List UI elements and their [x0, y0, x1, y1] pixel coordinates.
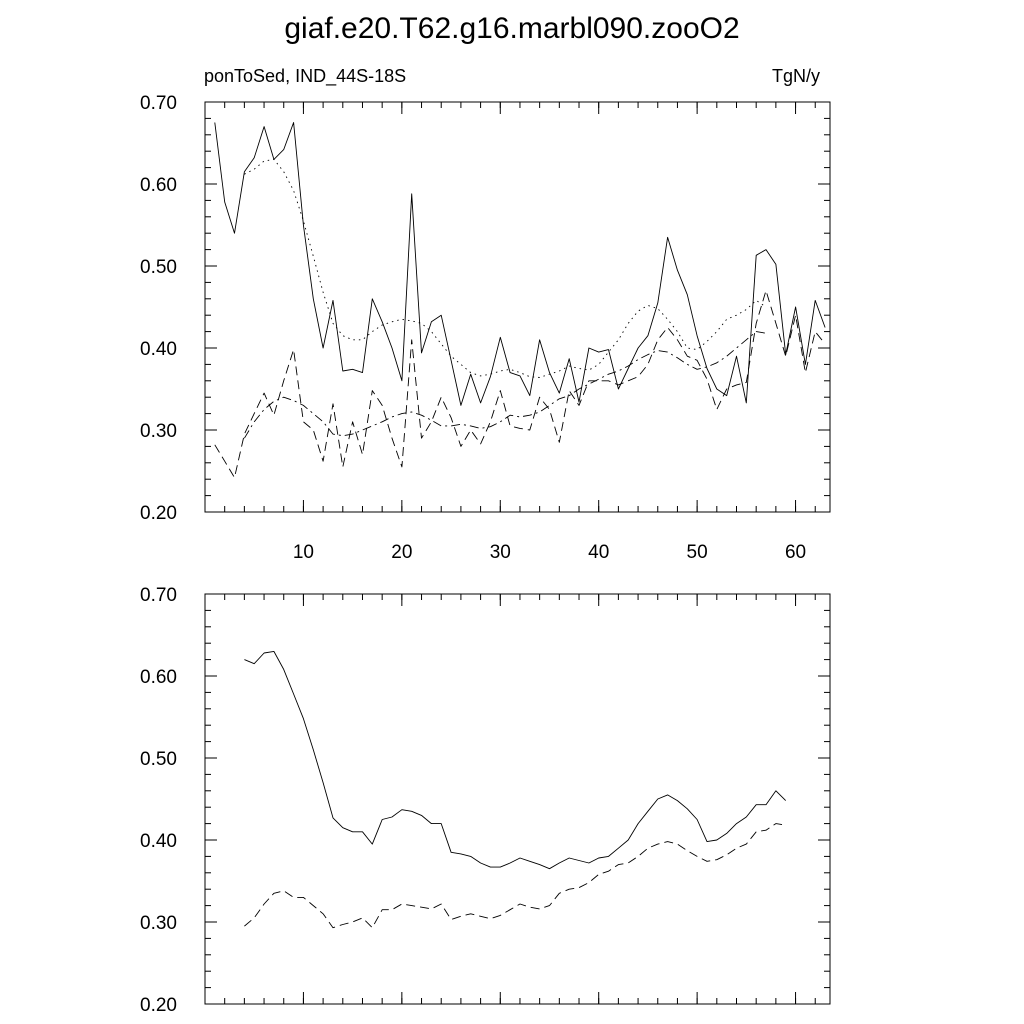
bottom-panel [140, 585, 830, 1016]
top-y-tick-label: 0.60 [140, 175, 177, 196]
bottom-y-tick-label: 0.50 [140, 749, 177, 770]
top-y-tick-label: 0.30 [140, 421, 177, 442]
bottom-y-tick-label: 0.20 [140, 995, 177, 1016]
top-y-tick-label: 0.40 [140, 339, 177, 360]
top-y-tick-label: 0.20 [140, 503, 177, 524]
chart-title: giaf.e20.T62.g16.marbl090.zooO2 [284, 12, 740, 45]
bottom-series-dashed [244, 824, 785, 928]
top-plot-frame [205, 102, 830, 512]
bottom-series-solid [244, 651, 785, 868]
top-x-tick-label: 40 [588, 542, 610, 563]
bottom-plot-frame [205, 594, 830, 1004]
bottom-y-tick-label: 0.60 [140, 667, 177, 688]
top-panel-region-label: ponToSed, IND_44S-18S [204, 66, 407, 86]
bottom-y-tick-label: 0.40 [140, 831, 177, 852]
top-x-tick-label: 30 [489, 542, 511, 563]
top-x-tick-label: 10 [292, 542, 314, 563]
bottom-y-tick-label: 0.30 [140, 913, 177, 934]
top-panel-units-label: TgN/y [771, 66, 820, 86]
top-x-tick-label: 20 [391, 542, 413, 563]
bottom-y-tick-label: 0.70 [140, 585, 177, 606]
top-y-tick-label: 0.70 [140, 93, 177, 114]
top-series-solid [215, 123, 825, 406]
top-x-tick-label: 60 [784, 542, 807, 563]
top-series-dashed [215, 291, 825, 478]
top-x-tick-label: 50 [686, 542, 708, 563]
top-y-tick-label: 0.50 [140, 257, 177, 278]
top-panel [140, 66, 830, 563]
